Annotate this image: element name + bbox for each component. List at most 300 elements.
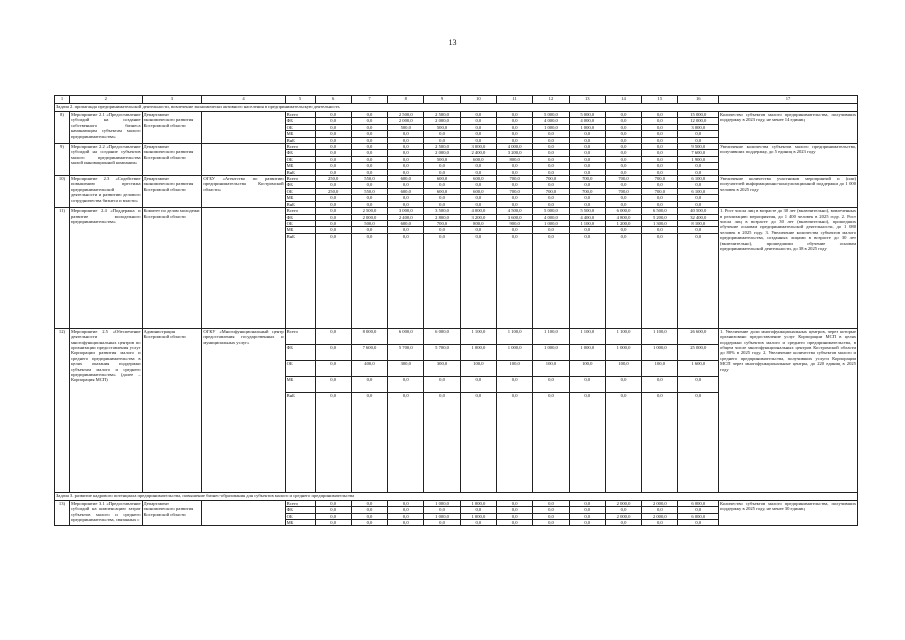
amount-cell: 1 100,0 — [642, 328, 678, 344]
amount-cell: 3 000,0 — [460, 144, 496, 150]
amount-cell: 0,0 — [533, 182, 569, 188]
amount-cell: 1 100,0 — [569, 220, 605, 226]
amount-cell: 0,0 — [460, 233, 496, 328]
amount-cell: 0,0 — [351, 500, 387, 506]
amount-cell: 1 600,0 — [678, 360, 719, 376]
amount-cell: 0,0 — [351, 195, 387, 201]
amount-cell: 250,0 — [315, 188, 351, 194]
amount-cell: 0,0 — [605, 519, 641, 525]
amount-cell: 0,0 — [351, 233, 387, 328]
amount-cell: 0,0 — [497, 195, 533, 201]
amount-cell: 0,0 — [569, 182, 605, 188]
amount-cell: 0,0 — [315, 195, 351, 201]
amount-cell: 0,0 — [642, 169, 678, 175]
amount-cell: 0,0 — [460, 124, 496, 130]
amount-cell: 0,0 — [424, 182, 460, 188]
amount-cell: 0,0 — [388, 182, 424, 188]
amount-cell: 0,0 — [569, 163, 605, 169]
amount-cell: 0,0 — [569, 150, 605, 156]
executor: Департамент экономического развития Костромской области — [142, 500, 202, 526]
amount-cell: 0,0 — [388, 131, 424, 137]
amount-cell: 0,0 — [388, 156, 424, 162]
amount-cell: 0,0 — [388, 500, 424, 506]
amount-cell: 700,0 — [497, 176, 533, 182]
amount-cell: 900,0 — [497, 220, 533, 226]
amount-cell: 0,0 — [424, 169, 460, 175]
amount-cell: 0,0 — [315, 163, 351, 169]
amount-cell: 0,0 — [351, 144, 387, 150]
amount-cell: 8 100,0 — [678, 220, 719, 226]
amount-cell: 0,0 — [315, 118, 351, 124]
amount-cell: 0,0 — [605, 201, 641, 207]
amount-cell: 0,0 — [351, 156, 387, 162]
amount-cell: 600,0 — [424, 188, 460, 194]
header-cell: 12 — [533, 96, 569, 104]
amount-cell: 0,0 — [605, 118, 641, 124]
amount-cell: 600,0 — [460, 188, 496, 194]
amount-cell: 0,0 — [642, 131, 678, 137]
amount-cell: 100,0 — [460, 360, 496, 376]
amount-cell: 0,0 — [569, 500, 605, 506]
amount-cell: 0,0 — [315, 328, 351, 344]
expected-result: Количество субъектов малого предпринимательства, получивших поддержку в 2023 году, не менее 14 единиц — [719, 112, 858, 144]
amount-cell: 0,0 — [388, 201, 424, 207]
amount-cell: 1 100,0 — [533, 328, 569, 344]
amount-cell: 0,0 — [569, 195, 605, 201]
funding-source: ОБ — [285, 513, 315, 519]
header-cell: 1 — [55, 96, 70, 104]
amount-cell: 100,0 — [497, 360, 533, 376]
amount-cell: 0,0 — [533, 507, 569, 513]
recipient — [202, 112, 285, 144]
recipient: ОГКУ «Многофункциональный центр предоставления государственных и муниципальных услуг» — [202, 328, 285, 492]
amount-cell: 0,0 — [569, 201, 605, 207]
amount-cell: 0,0 — [460, 131, 496, 137]
amount-cell: 0,0 — [497, 507, 533, 513]
expected-result: Увеличение количества участников мероприятий и (или) получателей информационно-консультационной поддержки до 1 000 человек в 2025 году — [719, 176, 858, 208]
amount-cell: 0,0 — [497, 500, 533, 506]
amount-cell: 0,0 — [351, 227, 387, 233]
funding-source: ФБ — [285, 182, 315, 188]
amount-cell: 1 000,0 — [424, 500, 460, 506]
funding-source: МБ — [285, 227, 315, 233]
amount-cell: 0,0 — [642, 163, 678, 169]
amount-cell: 0,0 — [388, 392, 424, 492]
amount-cell: 3 200,0 — [497, 150, 533, 156]
amount-cell: 1 000,0 — [497, 344, 533, 360]
amount-cell: 0,0 — [533, 392, 569, 492]
amount-cell: 0,0 — [497, 163, 533, 169]
amount-cell: 0,0 — [388, 169, 424, 175]
funding-source: Всего — [285, 112, 315, 118]
amount-cell: 1 000,0 — [642, 344, 678, 360]
amount-cell: 1 100,0 — [497, 328, 533, 344]
amount-cell: 0,0 — [460, 201, 496, 207]
amount-cell: 550,0 — [351, 176, 387, 182]
header-cell: 7 — [351, 96, 387, 104]
amount-cell: 0,0 — [533, 131, 569, 137]
amount-cell: 2 000,0 — [642, 513, 678, 519]
amount-cell: 0,0 — [351, 519, 387, 525]
amount-cell: 0,0 — [497, 137, 533, 143]
amount-cell: 1 100,0 — [569, 328, 605, 344]
amount-cell: 0,0 — [388, 137, 424, 143]
amount-cell: 5 000,0 — [533, 208, 569, 214]
amount-cell: 5 700,0 — [388, 344, 424, 360]
amount-cell: 1 000,0 — [533, 220, 569, 226]
header-cell: 11 — [497, 96, 533, 104]
funding-source: ВнБ — [285, 137, 315, 143]
amount-cell: 3 600,0 — [497, 214, 533, 220]
amount-cell: 700,0 — [569, 188, 605, 194]
amount-cell: 100,0 — [605, 360, 641, 376]
amount-cell: 5 000,0 — [533, 112, 569, 118]
amount-cell: 0,0 — [678, 233, 719, 328]
amount-cell: 0,0 — [315, 182, 351, 188]
amount-cell: 1 300,0 — [642, 220, 678, 226]
amount-cell: 700,0 — [569, 176, 605, 182]
amount-cell: 0,0 — [533, 500, 569, 506]
funding-source: Всего — [285, 500, 315, 506]
amount-cell: 0,0 — [497, 392, 533, 492]
funding-source: ОБ — [285, 360, 315, 376]
amount-cell: 600,0 — [460, 176, 496, 182]
amount-cell: 700,0 — [533, 176, 569, 182]
amount-cell: 6 000,0 — [424, 328, 460, 344]
executor: Администрация Костромской области — [142, 328, 202, 492]
amount-cell: 500,0 — [424, 156, 460, 162]
amount-cell: 0,0 — [351, 137, 387, 143]
measure-name: Мероприятие 2.2 «Предоставление субсидий на создание субъектов малого предпринимательства малой инновационной компании» — [69, 144, 142, 176]
amount-cell: 0,0 — [678, 519, 719, 525]
amount-cell: 0,0 — [605, 227, 641, 233]
funding-source: МБ — [285, 519, 315, 525]
amount-cell: 0,0 — [315, 519, 351, 525]
amount-cell: 4 000,0 — [533, 118, 569, 124]
amount-cell: 0,0 — [460, 507, 496, 513]
amount-cell: 0,0 — [642, 195, 678, 201]
amount-cell: 0,0 — [642, 156, 678, 162]
amount-cell: 0,0 — [533, 195, 569, 201]
amount-cell: 0,0 — [642, 124, 678, 130]
executor: Департамент экономического развития Костромской области — [142, 144, 202, 176]
amount-cell: 0,0 — [388, 376, 424, 392]
amount-cell: 5 500,0 — [569, 208, 605, 214]
row-number: 9) — [55, 144, 70, 176]
amount-cell: 0,0 — [351, 131, 387, 137]
amount-cell: 0,0 — [569, 131, 605, 137]
amount-cell: 0,0 — [678, 376, 719, 392]
amount-cell: 300,0 — [424, 360, 460, 376]
amount-cell: 3 500,0 — [424, 208, 460, 214]
row-number: 12) — [55, 328, 70, 492]
header-cell: 6 — [315, 96, 351, 104]
amount-cell: 1 000,0 — [460, 513, 496, 519]
amount-cell: 6 000,0 — [678, 513, 719, 519]
amount-cell: 0,0 — [605, 507, 641, 513]
header-cell: 14 — [605, 96, 641, 104]
funding-source: ВнБ — [285, 392, 315, 492]
header-cell: 4 — [202, 96, 285, 104]
amount-cell: 0,0 — [424, 163, 460, 169]
expected-result: Увеличение количества субъектов малого предпринимательства, получивших поддержку, до 5 единиц в 2023 году — [719, 144, 858, 176]
amount-cell: 4 800,0 — [605, 214, 641, 220]
expected-result: 1. Увеличение доли многофункциональных центров, через которые организовано предоставление услуг Корпорации МСП в целях поддержки субъектов малого и среднего предпринимательства, в общем числе многофункциональных центров Костромской области до 80% в 2025 году. 2. Увеличение количества субъектов малого и среднего предпринимательства, получивших услуги Корпорации МСП через многофункциональные центры, до 220 единиц в 2025 году — [719, 328, 858, 492]
amount-cell: 6 000,0 — [678, 500, 719, 506]
header-cell: 16 — [678, 96, 719, 104]
amount-cell: 0,0 — [315, 131, 351, 137]
amount-cell: 0,0 — [460, 163, 496, 169]
amount-cell: 2 000,0 — [351, 214, 387, 220]
amount-cell: 6 100,0 — [678, 188, 719, 194]
amount-cell: 0,0 — [460, 195, 496, 201]
amount-cell: 700,0 — [424, 220, 460, 226]
amount-cell: 2 500,0 — [424, 144, 460, 150]
amount-cell: 0,0 — [315, 112, 351, 118]
amount-cell: 0,0 — [678, 195, 719, 201]
amount-cell: 0,0 — [569, 227, 605, 233]
amount-cell: 1 000,0 — [533, 124, 569, 130]
amount-cell: 0,0 — [605, 182, 641, 188]
header-cell: 8 — [388, 96, 424, 104]
row-number: 10) — [55, 176, 70, 208]
amount-cell: 6 000,0 — [605, 208, 641, 214]
recipient — [202, 144, 285, 176]
amount-cell: 0,0 — [642, 112, 678, 118]
amount-cell: 300,0 — [388, 360, 424, 376]
amount-cell: 4 400,0 — [569, 214, 605, 220]
amount-cell: 0,0 — [351, 163, 387, 169]
amount-cell: 0,0 — [497, 519, 533, 525]
expected-result: Количество субъектов малого предпринимательства, получивших поддержку в 2025 году, не менее 30 единиц — [719, 500, 858, 526]
amount-cell: 0,0 — [315, 220, 351, 226]
funding-source: ОБ — [285, 124, 315, 130]
amount-cell: 0,0 — [569, 144, 605, 150]
amount-cell: 0,0 — [497, 182, 533, 188]
amount-cell: 0,0 — [605, 233, 641, 328]
amount-cell: 25 000,0 — [678, 344, 719, 360]
amount-cell: 0,0 — [533, 513, 569, 519]
amount-cell: 3 000,0 — [678, 124, 719, 130]
amount-cell: 0,0 — [388, 195, 424, 201]
amount-cell: 4 500,0 — [497, 208, 533, 214]
funding-source: ОБ — [285, 220, 315, 226]
amount-cell: 0,0 — [533, 150, 569, 156]
amount-cell: 0,0 — [460, 392, 496, 492]
amount-cell: 700,0 — [642, 188, 678, 194]
funding-source: Всего — [285, 208, 315, 214]
header-row — [55, 96, 858, 104]
amount-cell: 0,0 — [678, 163, 719, 169]
amount-cell: 0,0 — [569, 392, 605, 492]
measure-name: Мероприятие 2.4 «Поддержка и развитие молодежного предпринимательства» — [69, 208, 142, 329]
amount-cell: 12 000,0 — [678, 118, 719, 124]
page-number: 13 — [448, 38, 457, 47]
amount-cell: 0,0 — [351, 513, 387, 519]
amount-cell: 0,0 — [605, 124, 641, 130]
amount-cell: 0,0 — [315, 500, 351, 506]
amount-cell: 9 500,0 — [678, 144, 719, 150]
amount-cell: 40 500,0 — [678, 208, 719, 214]
amount-cell: 0,0 — [388, 233, 424, 328]
amount-cell: 0,0 — [315, 201, 351, 207]
amount-cell: 4 000,0 — [497, 144, 533, 150]
recipient — [202, 208, 285, 329]
data-row — [55, 328, 858, 344]
amount-cell: 0,0 — [605, 156, 641, 162]
amount-cell: 0,0 — [315, 137, 351, 143]
amount-cell: 0,0 — [533, 169, 569, 175]
amount-cell: 0,0 — [388, 150, 424, 156]
amount-cell: 0,0 — [351, 112, 387, 118]
header-cell: 10 — [460, 96, 496, 104]
amount-cell: 0,0 — [497, 118, 533, 124]
amount-cell: 0,0 — [424, 376, 460, 392]
amount-cell: 7 600,0 — [351, 344, 387, 360]
amount-cell: 0,0 — [315, 376, 351, 392]
amount-cell: 0,0 — [533, 163, 569, 169]
amount-cell: 0,0 — [351, 169, 387, 175]
amount-cell: 700,0 — [642, 176, 678, 182]
amount-cell: 500,0 — [351, 220, 387, 226]
amount-cell: 0,0 — [605, 144, 641, 150]
amount-cell: 0,0 — [678, 201, 719, 207]
funding-source: МБ — [285, 195, 315, 201]
amount-cell: 600,0 — [424, 176, 460, 182]
amount-cell: 0,0 — [315, 360, 351, 376]
amount-cell: 0,0 — [605, 195, 641, 201]
amount-cell: 0,0 — [642, 233, 678, 328]
amount-cell: 0,0 — [533, 376, 569, 392]
amount-cell: 2 800,0 — [424, 214, 460, 220]
funding-source: ФБ — [285, 118, 315, 124]
task-title: Задача 3. развитие кадрового потенциала предпринимательства, повышение бизнес-образования для субъектов малого и среднего предпринимательства — [55, 492, 858, 500]
amount-cell: 500,0 — [388, 124, 424, 130]
amount-cell: 0,0 — [315, 233, 351, 328]
amount-cell: 0,0 — [315, 124, 351, 130]
amount-cell: 0,0 — [388, 513, 424, 519]
amount-cell: 0,0 — [642, 519, 678, 525]
amount-cell: 0,0 — [315, 227, 351, 233]
amount-cell: 100,0 — [569, 360, 605, 376]
funding-source: МБ — [285, 376, 315, 392]
amount-cell: 0,0 — [533, 156, 569, 162]
amount-cell: 0,0 — [315, 144, 351, 150]
amount-cell: 0,0 — [460, 118, 496, 124]
amount-cell: 0,0 — [351, 118, 387, 124]
amount-cell: 2 500,0 — [388, 112, 424, 118]
amount-cell: 0,0 — [497, 376, 533, 392]
funding-source: ФБ — [285, 507, 315, 513]
funding-source: МБ — [285, 131, 315, 137]
header-cell: 3 — [142, 96, 202, 104]
amount-cell: 0,0 — [424, 233, 460, 328]
amount-cell: 5 000,0 — [569, 112, 605, 118]
amount-cell: 0,0 — [533, 519, 569, 525]
amount-cell: 2 000,0 — [642, 500, 678, 506]
amount-cell: 800,0 — [460, 220, 496, 226]
amount-cell: 0,0 — [497, 513, 533, 519]
amount-cell: 1 200,0 — [605, 220, 641, 226]
amount-cell: 0,0 — [460, 137, 496, 143]
amount-cell: 0,0 — [642, 376, 678, 392]
header-cell: 9 — [424, 96, 460, 104]
funding-source: Всего — [285, 176, 315, 182]
amount-cell: 0,0 — [642, 144, 678, 150]
recipient: ОГБУ «Агентство по развитию предпринимательства Костромской области» — [202, 176, 285, 208]
amount-cell: 600,0 — [388, 188, 424, 194]
amount-cell: 0,0 — [315, 156, 351, 162]
amount-cell: 100,0 — [642, 360, 678, 376]
amount-cell: 0,0 — [424, 201, 460, 207]
amount-cell: 1 000,0 — [605, 344, 641, 360]
executor: Комитет по делам молодежи Костромской области — [142, 208, 202, 329]
amount-cell: 0,0 — [569, 513, 605, 519]
amount-cell: 0,0 — [315, 214, 351, 220]
funding-source: ОБ — [285, 188, 315, 194]
amount-cell: 0,0 — [569, 233, 605, 328]
amount-cell: 0,0 — [424, 227, 460, 233]
amount-cell: 0,0 — [605, 131, 641, 137]
amount-cell: 0,0 — [569, 376, 605, 392]
task-row — [55, 104, 858, 112]
header-cell: 17 — [719, 96, 858, 104]
amount-cell: 2 000,0 — [424, 118, 460, 124]
amount-cell: 0,0 — [642, 137, 678, 143]
amount-cell: 0,0 — [315, 513, 351, 519]
funding-source: МБ — [285, 163, 315, 169]
amount-cell: 2 500,0 — [351, 208, 387, 214]
amount-cell: 2 000,0 — [605, 513, 641, 519]
measure-name: Мероприятие 3.1 «Предоставление субсидий на компенсацию затрат субъектов малого и среднего предпринимательства, связанных с — [69, 500, 142, 526]
amount-cell: 6 000,0 — [388, 328, 424, 344]
executor: Департамент экономического развития Костромской области — [142, 112, 202, 144]
amount-cell: 0,0 — [678, 507, 719, 513]
amount-cell: 0,0 — [569, 156, 605, 162]
amount-cell: 2 400,0 — [460, 150, 496, 156]
amount-cell: 4 000,0 — [460, 208, 496, 214]
measure-name: Мероприятие 2.3 «Содействие повышению престижа предпринимательской деятельности и развитию делового сотрудничества бизнеса и власти» — [69, 176, 142, 208]
amount-cell: 0,0 — [388, 519, 424, 525]
amount-cell: 1 000,0 — [533, 344, 569, 360]
row-number: 13) — [55, 500, 70, 526]
amount-cell: 0,0 — [351, 392, 387, 492]
amount-cell: 0,0 — [460, 227, 496, 233]
amount-cell: 1 000,0 — [460, 344, 496, 360]
funding-source: ВнБ — [285, 233, 315, 328]
amount-cell: 700,0 — [605, 176, 641, 182]
amount-cell: 4 000,0 — [533, 214, 569, 220]
amount-cell: 0,0 — [642, 507, 678, 513]
amount-cell: 100,0 — [533, 360, 569, 376]
amount-cell: 0,0 — [533, 227, 569, 233]
amount-cell: 4 000,0 — [569, 118, 605, 124]
amount-cell: 0,0 — [497, 169, 533, 175]
amount-cell: 0,0 — [642, 227, 678, 233]
header-cell: 13 — [569, 96, 605, 104]
amount-cell: 700,0 — [605, 188, 641, 194]
amount-cell: 0,0 — [533, 201, 569, 207]
amount-cell: 600,0 — [388, 176, 424, 182]
amount-cell: 0,0 — [315, 507, 351, 513]
amount-cell: 0,0 — [315, 150, 351, 156]
amount-cell: 0,0 — [315, 169, 351, 175]
funding-source: ВнБ — [285, 169, 315, 175]
amount-cell: 0,0 — [678, 137, 719, 143]
amount-cell: 0,0 — [605, 376, 641, 392]
amount-cell: 1 100,0 — [605, 328, 641, 344]
amount-cell: 0,0 — [642, 392, 678, 492]
